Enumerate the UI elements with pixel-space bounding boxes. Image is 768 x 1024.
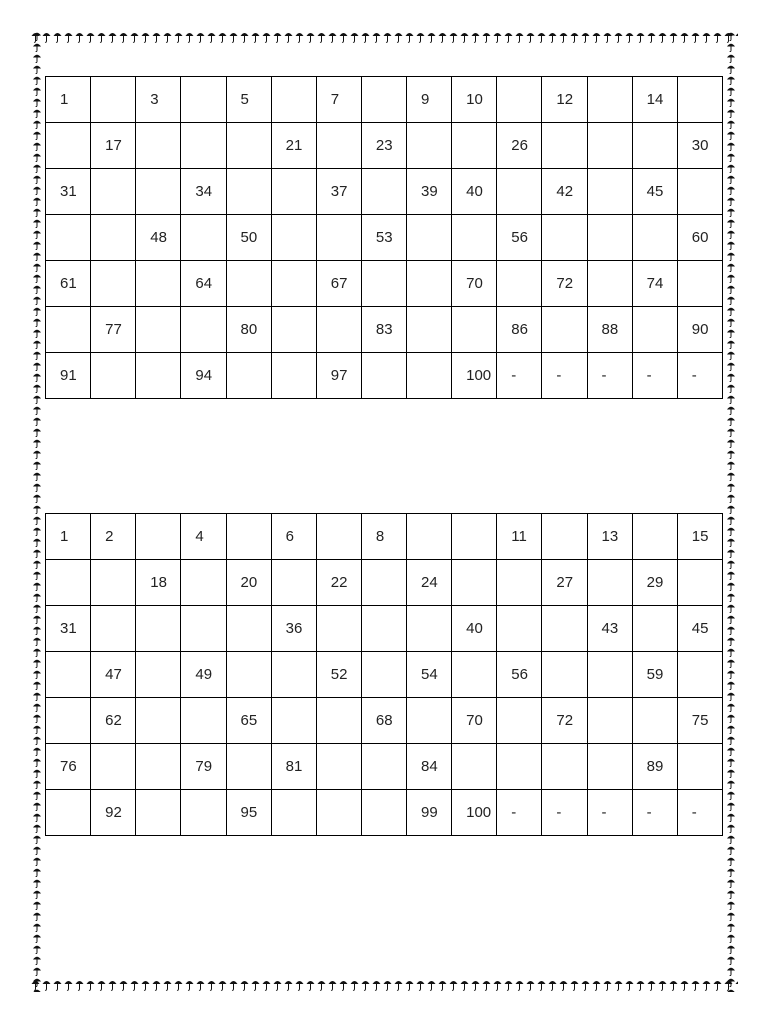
grid-cell: 50 xyxy=(226,215,271,261)
grid-cell xyxy=(361,652,406,698)
grid-cell: 43 xyxy=(587,606,632,652)
grid-cell xyxy=(136,744,181,790)
grid-cell xyxy=(46,652,91,698)
grid-cell xyxy=(226,123,271,169)
grid-cell xyxy=(542,123,587,169)
grid-cell: 65 xyxy=(226,698,271,744)
grid-cell: 3 xyxy=(136,77,181,123)
grid-cell xyxy=(181,790,226,836)
grid-cell: 54 xyxy=(407,652,452,698)
umbrella-icon-column-left xyxy=(30,30,44,992)
grid-cell xyxy=(316,307,361,353)
grid-cell: 47 xyxy=(91,652,136,698)
grid-cell xyxy=(361,606,406,652)
grid-cell: 2 xyxy=(91,514,136,560)
grid-cell: 94 xyxy=(181,353,226,399)
grid-cell: 39 xyxy=(407,169,452,215)
grid-cell xyxy=(677,169,722,215)
grid-cell xyxy=(677,77,722,123)
grid-cell: 9 xyxy=(407,77,452,123)
grid-cell: 6 xyxy=(271,514,316,560)
grid-cell xyxy=(632,123,677,169)
grid-cell: 8 xyxy=(361,514,406,560)
grid-cell: 45 xyxy=(677,606,722,652)
grid-cell xyxy=(452,123,497,169)
grid-cell: 81 xyxy=(271,744,316,790)
grid-cell: 26 xyxy=(497,123,542,169)
grid-cell xyxy=(91,215,136,261)
grid-cell xyxy=(316,790,361,836)
grid-cell xyxy=(136,169,181,215)
grid-cell: 42 xyxy=(542,169,587,215)
grid-cell xyxy=(677,744,722,790)
grid-cell xyxy=(407,698,452,744)
grid-cell xyxy=(497,169,542,215)
grid-cell: 49 xyxy=(181,652,226,698)
grid-cell xyxy=(587,77,632,123)
umbrella-icon-row-bottom xyxy=(30,978,738,992)
grid-cell: 48 xyxy=(136,215,181,261)
grid-cell xyxy=(226,606,271,652)
grid-cell xyxy=(91,77,136,123)
grid-cell xyxy=(46,307,91,353)
grid-cell xyxy=(452,215,497,261)
grid-cell xyxy=(226,652,271,698)
grid-cell: 80 xyxy=(226,307,271,353)
grid-cell: - xyxy=(632,790,677,836)
grid-row xyxy=(46,77,723,123)
grid-cell: 15 xyxy=(677,514,722,560)
grid-cell xyxy=(361,261,406,307)
grid-cell xyxy=(407,261,452,307)
grid-cell xyxy=(542,744,587,790)
grid-cell xyxy=(46,123,91,169)
grid-cell: - xyxy=(587,353,632,399)
grid-cell: 61 xyxy=(46,261,91,307)
grid-cell: 10 xyxy=(452,77,497,123)
grid-cell: 88 xyxy=(587,307,632,353)
grid-cell xyxy=(587,698,632,744)
grid-cell xyxy=(271,560,316,606)
grid-row xyxy=(46,698,723,744)
grid-cell xyxy=(361,744,406,790)
grid-cell xyxy=(271,77,316,123)
grid-cell xyxy=(542,215,587,261)
umbrella-icon-row-top xyxy=(30,30,738,44)
grid-cell xyxy=(542,514,587,560)
grid-cell: 75 xyxy=(677,698,722,744)
grid-cell xyxy=(407,606,452,652)
grid-cell xyxy=(677,560,722,606)
grid-cell xyxy=(677,261,722,307)
grid-cell: 59 xyxy=(632,652,677,698)
grid-cell: 67 xyxy=(316,261,361,307)
grid-cell xyxy=(361,560,406,606)
grid-cell: 64 xyxy=(181,261,226,307)
grid-cell: 40 xyxy=(452,606,497,652)
grid-cell xyxy=(271,652,316,698)
grid-cell: 89 xyxy=(632,744,677,790)
grid-cell xyxy=(91,606,136,652)
umbrella-icon-column-right xyxy=(724,30,738,992)
grid-cell xyxy=(632,215,677,261)
grid-cell xyxy=(271,307,316,353)
grid-cell xyxy=(271,215,316,261)
grid-cell: 22 xyxy=(316,560,361,606)
grid-cell: 100 xyxy=(452,353,497,399)
grid-cell xyxy=(542,307,587,353)
grid-row xyxy=(46,169,723,215)
grid-cell xyxy=(91,353,136,399)
grid-cell xyxy=(136,606,181,652)
grid-cell: 95 xyxy=(226,790,271,836)
grid-cell: 76 xyxy=(46,744,91,790)
grid-cell xyxy=(632,307,677,353)
grid-cell: - xyxy=(677,790,722,836)
grid-cell xyxy=(587,560,632,606)
grid-cell: 90 xyxy=(677,307,722,353)
grid-cell: 20 xyxy=(226,560,271,606)
grid-cell: 31 xyxy=(46,169,91,215)
grid-cell xyxy=(136,514,181,560)
grid-row xyxy=(46,215,723,261)
grid-cell: 70 xyxy=(452,698,497,744)
grid-cell xyxy=(632,514,677,560)
grid-cell: 11 xyxy=(497,514,542,560)
grid-cell: 17 xyxy=(91,123,136,169)
grid-cell xyxy=(226,353,271,399)
grid-cell xyxy=(497,77,542,123)
grid-cell xyxy=(497,698,542,744)
grid-cell xyxy=(226,169,271,215)
grid-cell: 52 xyxy=(316,652,361,698)
grid-cell xyxy=(136,652,181,698)
grid-cell xyxy=(46,215,91,261)
grid-cell xyxy=(136,261,181,307)
grid-cell xyxy=(91,744,136,790)
grid-cell: 60 xyxy=(677,215,722,261)
grid-cell xyxy=(316,215,361,261)
grid-cell: 99 xyxy=(407,790,452,836)
grid-cell xyxy=(181,77,226,123)
grid-cell xyxy=(632,606,677,652)
grid-cell: 45 xyxy=(632,169,677,215)
grid-cell xyxy=(271,790,316,836)
grid-cell: 53 xyxy=(361,215,406,261)
grid-cell: 77 xyxy=(91,307,136,353)
grid-cell xyxy=(407,514,452,560)
grid-cell: 34 xyxy=(181,169,226,215)
grid-cell xyxy=(46,698,91,744)
grid-cell: - xyxy=(497,353,542,399)
grid-cell xyxy=(226,744,271,790)
grid-cell: 23 xyxy=(361,123,406,169)
grid-cell xyxy=(452,307,497,353)
grid-cell: 14 xyxy=(632,77,677,123)
grid-cell: 100 xyxy=(452,790,497,836)
grid-cell xyxy=(407,307,452,353)
grid-cell: 74 xyxy=(632,261,677,307)
grid-cell: 27 xyxy=(542,560,587,606)
grid-cell xyxy=(271,353,316,399)
grid-cell: - xyxy=(587,790,632,836)
grid-cell xyxy=(226,514,271,560)
grid-cell xyxy=(452,652,497,698)
grid-cell: 37 xyxy=(316,169,361,215)
grid-cell xyxy=(361,353,406,399)
grid-cell xyxy=(587,652,632,698)
number-grid-1 xyxy=(45,76,723,399)
grid-cell: 72 xyxy=(542,261,587,307)
grid-cell xyxy=(136,698,181,744)
grid-cell xyxy=(271,698,316,744)
grid-cell xyxy=(181,123,226,169)
grid-cell xyxy=(181,560,226,606)
grid-cell xyxy=(361,77,406,123)
grid-cell xyxy=(452,560,497,606)
grid-cell xyxy=(136,123,181,169)
number-grid-2 xyxy=(45,513,723,836)
grid-cell xyxy=(316,123,361,169)
grid-cell: 7 xyxy=(316,77,361,123)
grid-cell: 13 xyxy=(587,514,632,560)
grid-cell xyxy=(587,123,632,169)
grid-cell: 70 xyxy=(452,261,497,307)
grid-row xyxy=(46,514,723,560)
border-bottom xyxy=(30,978,738,992)
grid-cell xyxy=(91,560,136,606)
grid-cell xyxy=(587,261,632,307)
grid-cell: - xyxy=(677,353,722,399)
grid-cell xyxy=(181,606,226,652)
grid-cell: 72 xyxy=(542,698,587,744)
grid-cell xyxy=(497,261,542,307)
grid-cell xyxy=(136,307,181,353)
grid-cell xyxy=(316,606,361,652)
grid-cell xyxy=(407,123,452,169)
grid-cell xyxy=(587,215,632,261)
grid-cell: 18 xyxy=(136,560,181,606)
grid-cell xyxy=(271,261,316,307)
grid-cell xyxy=(136,353,181,399)
grid-cell: 24 xyxy=(407,560,452,606)
grid-cell: 83 xyxy=(361,307,406,353)
grid-cell xyxy=(497,606,542,652)
grid-cell xyxy=(91,169,136,215)
grid-cell xyxy=(497,560,542,606)
grid-cell: - xyxy=(542,790,587,836)
grid-cell xyxy=(271,169,316,215)
grid-cell: 84 xyxy=(407,744,452,790)
grid-row xyxy=(46,744,723,790)
grid-cell: 62 xyxy=(91,698,136,744)
grid-cell: 4 xyxy=(181,514,226,560)
border-right xyxy=(724,30,738,992)
grid-cell: 29 xyxy=(632,560,677,606)
grid-cell xyxy=(316,514,361,560)
grid-row xyxy=(46,123,723,169)
grid-cell xyxy=(407,353,452,399)
grid-row xyxy=(46,353,723,399)
border-left xyxy=(30,30,44,992)
grid-cell xyxy=(542,606,587,652)
grid-cell: 40 xyxy=(452,169,497,215)
border-top xyxy=(30,30,738,44)
grid-cell xyxy=(677,652,722,698)
grid-row xyxy=(46,606,723,652)
grid-row xyxy=(46,790,723,836)
grid-cell: 1 xyxy=(46,77,91,123)
grid-cell: 56 xyxy=(497,652,542,698)
grid-cell xyxy=(407,215,452,261)
grid-cell: 36 xyxy=(271,606,316,652)
grid-cell xyxy=(632,698,677,744)
grid-cell: 86 xyxy=(497,307,542,353)
grid-cell xyxy=(361,790,406,836)
grid-row xyxy=(46,652,723,698)
grid-cell: 31 xyxy=(46,606,91,652)
grid-cell: 30 xyxy=(677,123,722,169)
grid-cell: 21 xyxy=(271,123,316,169)
grid-cell xyxy=(181,698,226,744)
grid-cell: - xyxy=(497,790,542,836)
grid-cell xyxy=(361,169,406,215)
grid-row xyxy=(46,560,723,606)
grid-cell xyxy=(316,744,361,790)
grid-cell: 79 xyxy=(181,744,226,790)
grid-cell: 12 xyxy=(542,77,587,123)
grid-cell xyxy=(91,261,136,307)
grid-cell: 5 xyxy=(226,77,271,123)
grid-row xyxy=(46,261,723,307)
grid-cell xyxy=(497,744,542,790)
grid-cell xyxy=(587,744,632,790)
grid-cell xyxy=(587,169,632,215)
grid-cell: 68 xyxy=(361,698,406,744)
grid-cell xyxy=(226,261,271,307)
grid-cell xyxy=(316,698,361,744)
grid-cell xyxy=(181,307,226,353)
grid-cell xyxy=(46,790,91,836)
grid-row xyxy=(46,307,723,353)
grid-cell: 1 xyxy=(46,514,91,560)
grid-cell: 97 xyxy=(316,353,361,399)
grid-cell xyxy=(46,560,91,606)
grid-cell: - xyxy=(632,353,677,399)
grid-cell: 56 xyxy=(497,215,542,261)
grid-cell xyxy=(136,790,181,836)
grid-cell xyxy=(542,652,587,698)
grid-cell: 92 xyxy=(91,790,136,836)
grid-cell: - xyxy=(542,353,587,399)
grid-cell xyxy=(181,215,226,261)
grid-cell xyxy=(452,514,497,560)
grid-cell xyxy=(452,744,497,790)
grid-cell: 91 xyxy=(46,353,91,399)
